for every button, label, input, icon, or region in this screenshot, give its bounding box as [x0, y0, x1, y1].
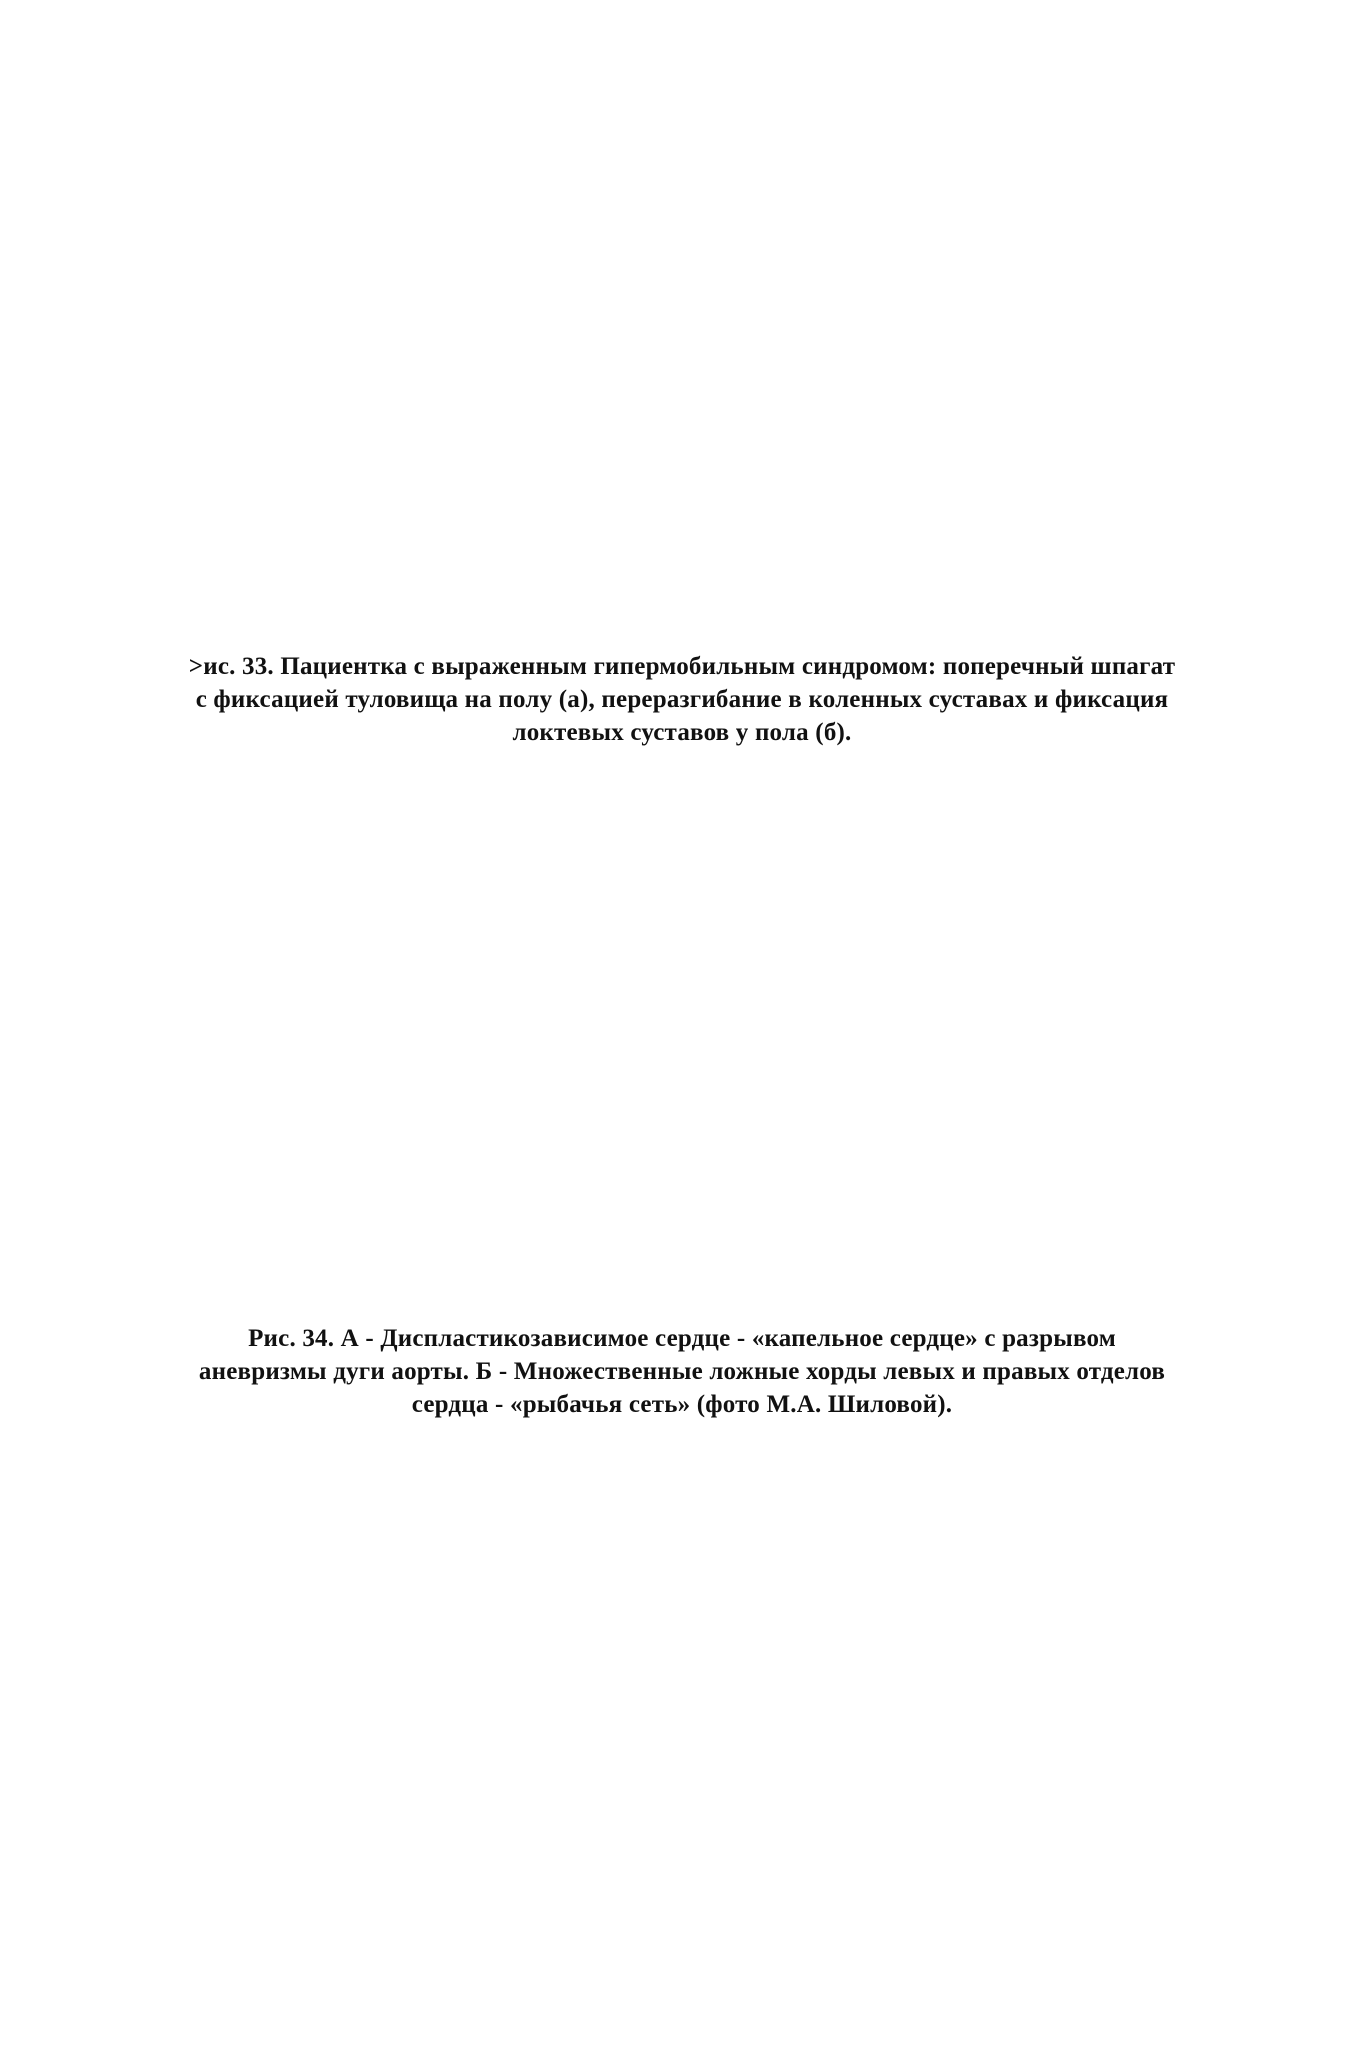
figure-34-area	[140, 770, 1224, 1300]
caption-line: >ис. 33. Пациентка с выраженным гипермобильным синдромом: поперечный шпагат	[188, 653, 1176, 680]
caption-line: Рис. 34. А - Диспластикозависимое сердце - «капельное сердце» с разрывом	[248, 1325, 1116, 1352]
caption-line: аневризмы дуги аорты. Б - Множественные ложные хорды левых и правых отделов	[198, 1358, 1166, 1385]
figure-33-area	[140, 60, 1224, 640]
caption-line: локтевых суставов у пола (б).	[512, 719, 852, 746]
figure-34-caption	[140, 1322, 1224, 1421]
figure-33-caption	[140, 650, 1224, 749]
caption-line: с фиксацией туловища на полу (а), переразгибание в коленных суставах и фиксация	[195, 686, 1169, 713]
caption-line: сердца - «рыбачья сеть» (фото М.А. Шиловой).	[411, 1391, 953, 1418]
